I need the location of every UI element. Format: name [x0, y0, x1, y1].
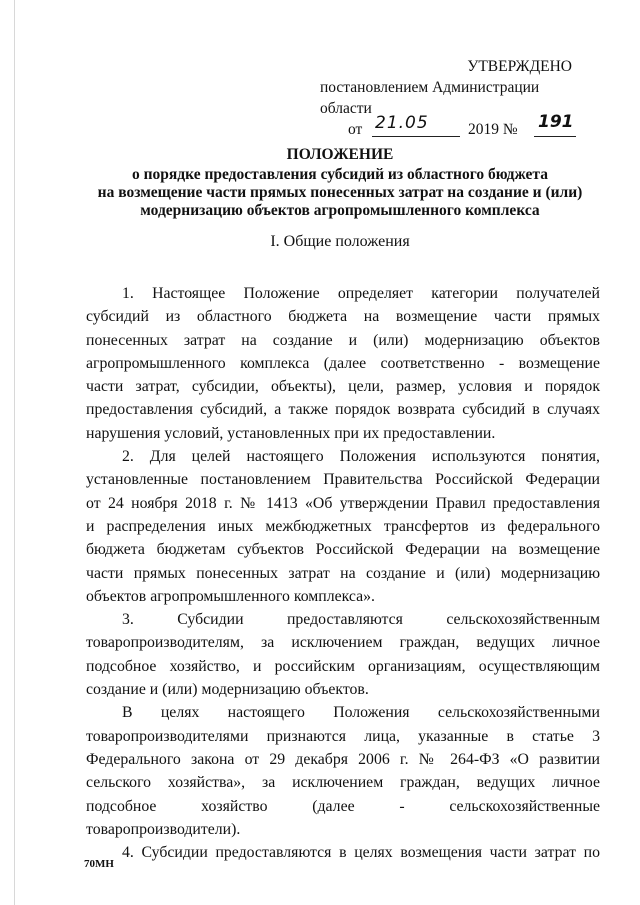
approval-stamp-block: [320, 56, 590, 140]
paragraph-line: агропромышленного комплекса (далее соответственно - возмещение: [86, 354, 600, 372]
footer-code: 70МН: [84, 858, 114, 870]
approval-date-line: [320, 112, 590, 140]
document-title: [70, 146, 610, 220]
paragraph-line: 3. Субсидии предоставляются сельскохозяйственным: [122, 611, 600, 629]
title-line: на возмещение части прямых понесенных затрат на создание и (или): [97, 184, 583, 201]
paragraph-line: Федерального закона от 29 декабря 2006 г. № 264-ФЗ «О развитии: [86, 750, 600, 768]
paragraph-line: создание и (или) модернизацию объектов.: [86, 681, 369, 699]
date-underline: [372, 136, 460, 137]
paragraph-line: части затрат, субсидии, объекты), цели, размер, условия и порядок: [86, 378, 600, 396]
paragraph-line: сельского хозяйства», за исключением граждан, ведущих личное: [86, 774, 600, 792]
paragraph-line: объектов агропромышленного комплекса».: [86, 587, 375, 605]
title-heading: ПОЛОЖЕНИЕ: [286, 146, 394, 163]
document-body: [86, 282, 600, 864]
paragraph-line: субсидий из областного бюджета на возмещение части прямых: [86, 308, 600, 326]
handwritten-date: 21.05: [375, 113, 429, 133]
approval-from-label: от: [348, 121, 363, 138]
paragraph-line: товаропроизводителями признаются лица, указанные в статье 3: [86, 727, 600, 745]
paragraph-line: понесенных затрат на создание и (или) модернизацию объектов: [86, 331, 600, 349]
title-line: о порядке предоставления субсидий из областного бюджета: [132, 166, 548, 183]
approval-title: УТВЕРЖДЕНО: [467, 58, 572, 75]
paragraph-line: установленные постановлением Правительства Российской Федерации: [86, 471, 600, 489]
approval-authority: постановлением Администрации области: [320, 79, 540, 117]
paragraph-line: нарушения условий, установленных при их предоставлении.: [86, 424, 496, 442]
paragraph-line: от 24 ноября 2018 г. № 1413 «Об утверждении Правил предоставления: [86, 494, 600, 512]
paragraph-line: бюджета бюджетам субъектов Российской Федерации на возмещение: [86, 541, 600, 559]
scan-edge-line: [14, 0, 15, 905]
paragraph-line: 1. Настоящее Положение определяет категории получателей: [122, 285, 600, 302]
title-line: модернизацию объектов агропромышленного комплекса: [140, 202, 540, 219]
paragraph-line: товаропроизводители).: [86, 820, 241, 838]
paragraph-line: 4. Субсидии предоставляются в целях возмещения части затрат по: [122, 844, 600, 862]
handwritten-number: 191: [538, 112, 574, 132]
paragraph-line: В целях настоящего Положения сельскохозяйственными: [122, 704, 600, 722]
paragraph-line: товаропроизводителям, за исключением граждан, ведущих личное: [86, 634, 600, 652]
paragraph-line: подсобное хозяйство (далее - сельскохозяйственные: [86, 797, 600, 815]
paragraph-line: 2. Для целей настоящего Положения используются понятия,: [122, 448, 600, 466]
paragraph-line: и распределения иных межбюджетных трансфертов из федерального: [86, 517, 600, 535]
section-heading: I. Общие положения: [270, 233, 410, 250]
paragraph-line: подсобное хозяйство, и российским организациям, осуществляющим: [86, 657, 600, 675]
number-underline: [534, 136, 576, 137]
approval-year-label: 2019 №: [468, 121, 518, 138]
paragraph-line: предоставления субсидий, а также порядок возврата субсидий в случаях: [86, 401, 600, 419]
paragraph-line: части прямых понесенных затрат на создание и (или) модернизацию: [86, 564, 600, 582]
